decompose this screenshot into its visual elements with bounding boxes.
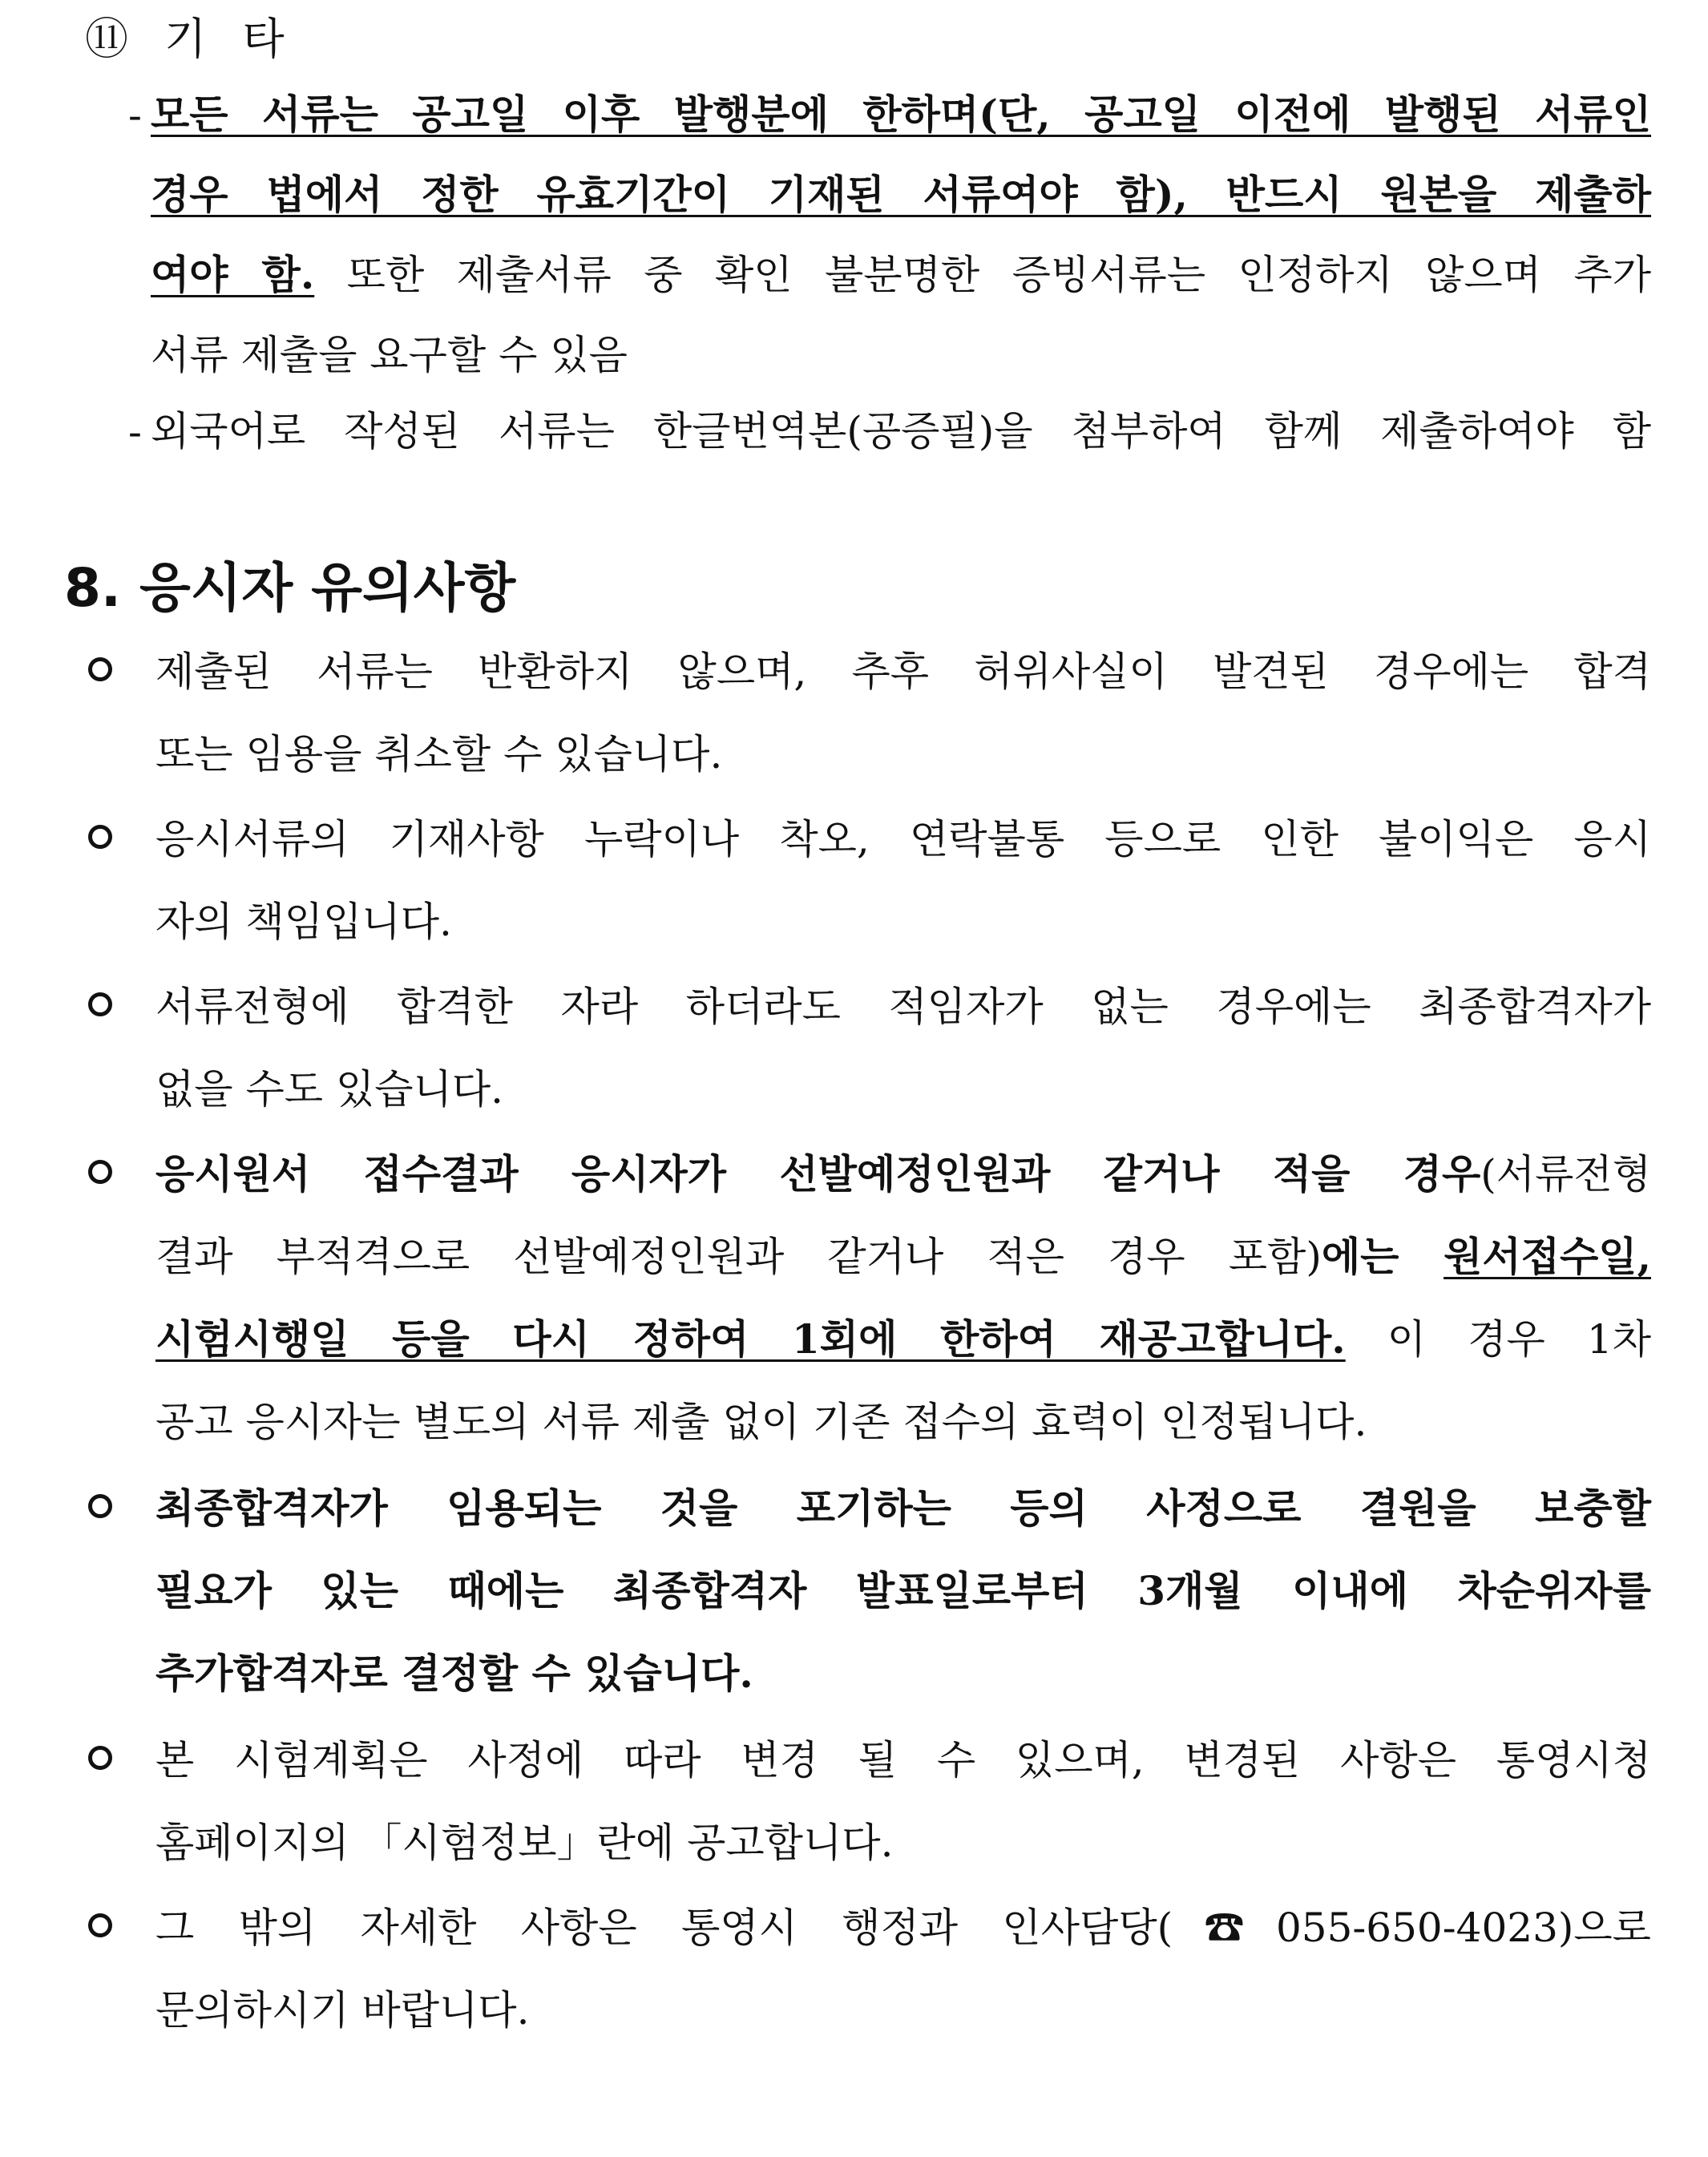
text-segment: 모든 서류는 공고일 이후 발행분에 한하며(단, 공고일 이전에 발행된 서류인 (151, 91, 1651, 138)
text-line (151, 91, 1651, 139)
dash-marker: - (128, 92, 142, 139)
text-line (155, 1233, 1651, 1281)
text-segment: 응시서류의 기재사항 누락이나 착오, 연락불통 등으로 인한 불이익은 응시 (155, 816, 1651, 862)
text-segment: 홈페이지의 「시험정보」란에 공고합니다. (155, 1820, 894, 1866)
text-segment: 서류 제출을 요구할 수 있음 (151, 332, 628, 378)
text-line (155, 1398, 1651, 1446)
text-line (155, 1986, 1651, 2034)
text-line (155, 983, 1651, 1031)
subsection-number: ⑪ (85, 14, 139, 64)
subsection-heading (85, 5, 296, 67)
text-line (155, 815, 1651, 863)
text-line (155, 1650, 1651, 1698)
text-line (155, 1567, 1651, 1615)
text-line (155, 648, 1651, 696)
text-segment: 문의하시기 바랍니다. (155, 1987, 530, 2034)
circle-bullet-icon (88, 1160, 112, 1184)
text-segment: 서류전형에 합격한 자라 하더라도 적임자가 없는 경우에는 최종합격자가 (155, 984, 1651, 1030)
text-segment: 그 밖의 자세한 사항은 통영시 행정과 인사담당(☎055-650-4023)으로 (155, 1905, 1651, 1951)
text-line (151, 171, 1651, 219)
text-line (155, 1904, 1651, 1952)
text-segment: 자의 책임입니다. (155, 899, 452, 945)
text-segment: 본 시험계획은 사정에 따라 변경 될 수 있으며, 변경된 사항은 통영시청 (155, 1737, 1651, 1783)
text-line (155, 1819, 1651, 1867)
subsection-title: 기 타 (164, 14, 296, 64)
text-line (155, 1736, 1651, 1784)
text-segment: 이 경우 1차 (1345, 1316, 1651, 1363)
text-line (151, 251, 1651, 299)
text-segment: 제출된 서류는 반환하지 않으며, 추후 허위사실이 발견된 경우에는 합격 (155, 648, 1651, 695)
circle-bullet-icon (88, 992, 112, 1016)
text-line (155, 1484, 1651, 1533)
section-title: 8. 응시자 유의사항 (64, 557, 516, 619)
text-segment: 응시원서 접수결과 응시자가 선발예정인원과 같거나 적을 경우 (155, 1150, 1481, 1198)
text-segment: 원서접수일, (1444, 1233, 1651, 1280)
text-segment: 최종합격자가 임용되는 것을 포기하는 등의 사정으로 결원을 보충할 (155, 1484, 1651, 1532)
text-line (155, 1065, 1651, 1113)
circle-bullet-icon (88, 1746, 112, 1770)
text-line (155, 1150, 1651, 1198)
text-segment: 추가합격자로 결정할 수 있습니다. (155, 1650, 753, 1697)
text-line (151, 407, 1651, 455)
text-segment: 필요가 있는 때에는 최종합격자 발표일로부터 3개월 이내에 차순위자를 (155, 1567, 1651, 1614)
text-segment: 시험시행일 등을 다시 정하여 1회에 한하여 재공고합니다. (155, 1315, 1346, 1363)
text-segment: 외국어로 작성된 서류는 한글번역본(공증필)을 첨부하여 함께 제출하여야 함 (151, 408, 1651, 454)
text-segment: (서류전형 (1480, 1151, 1651, 1198)
circle-bullet-icon (88, 1913, 112, 1937)
text-line (155, 898, 1651, 946)
dash-marker: - (128, 409, 142, 455)
text-line (151, 331, 1651, 379)
text-segment: 또한 제출서류 중 확인 불분명한 증빙서류는 인정하지 않으며 추가 (314, 252, 1651, 298)
circle-bullet-icon (88, 657, 112, 681)
text-segment: 또는 임용을 취소할 수 있습니다. (155, 731, 723, 778)
text-segment: 결과 부적격으로 선발예정인원과 같거나 적은 경우 포함) (155, 1234, 1322, 1280)
text-line (155, 1315, 1651, 1363)
text-segment: 없을 수도 있습니다. (155, 1066, 504, 1113)
text-segment: 에는 (1321, 1233, 1444, 1280)
text-segment: 여야 함. (151, 251, 315, 298)
text-segment: 공고 응시자는 별도의 서류 제출 없이 기존 접수의 효력이 인정됩니다. (155, 1399, 1367, 1445)
text-segment: 경우 법에서 정한 유효기간이 기재된 서류여야 함), 반드시 원본을 제출하 (151, 171, 1651, 218)
circle-bullet-icon (88, 1494, 112, 1518)
text-line (155, 730, 1651, 778)
circle-bullet-icon (88, 825, 112, 849)
